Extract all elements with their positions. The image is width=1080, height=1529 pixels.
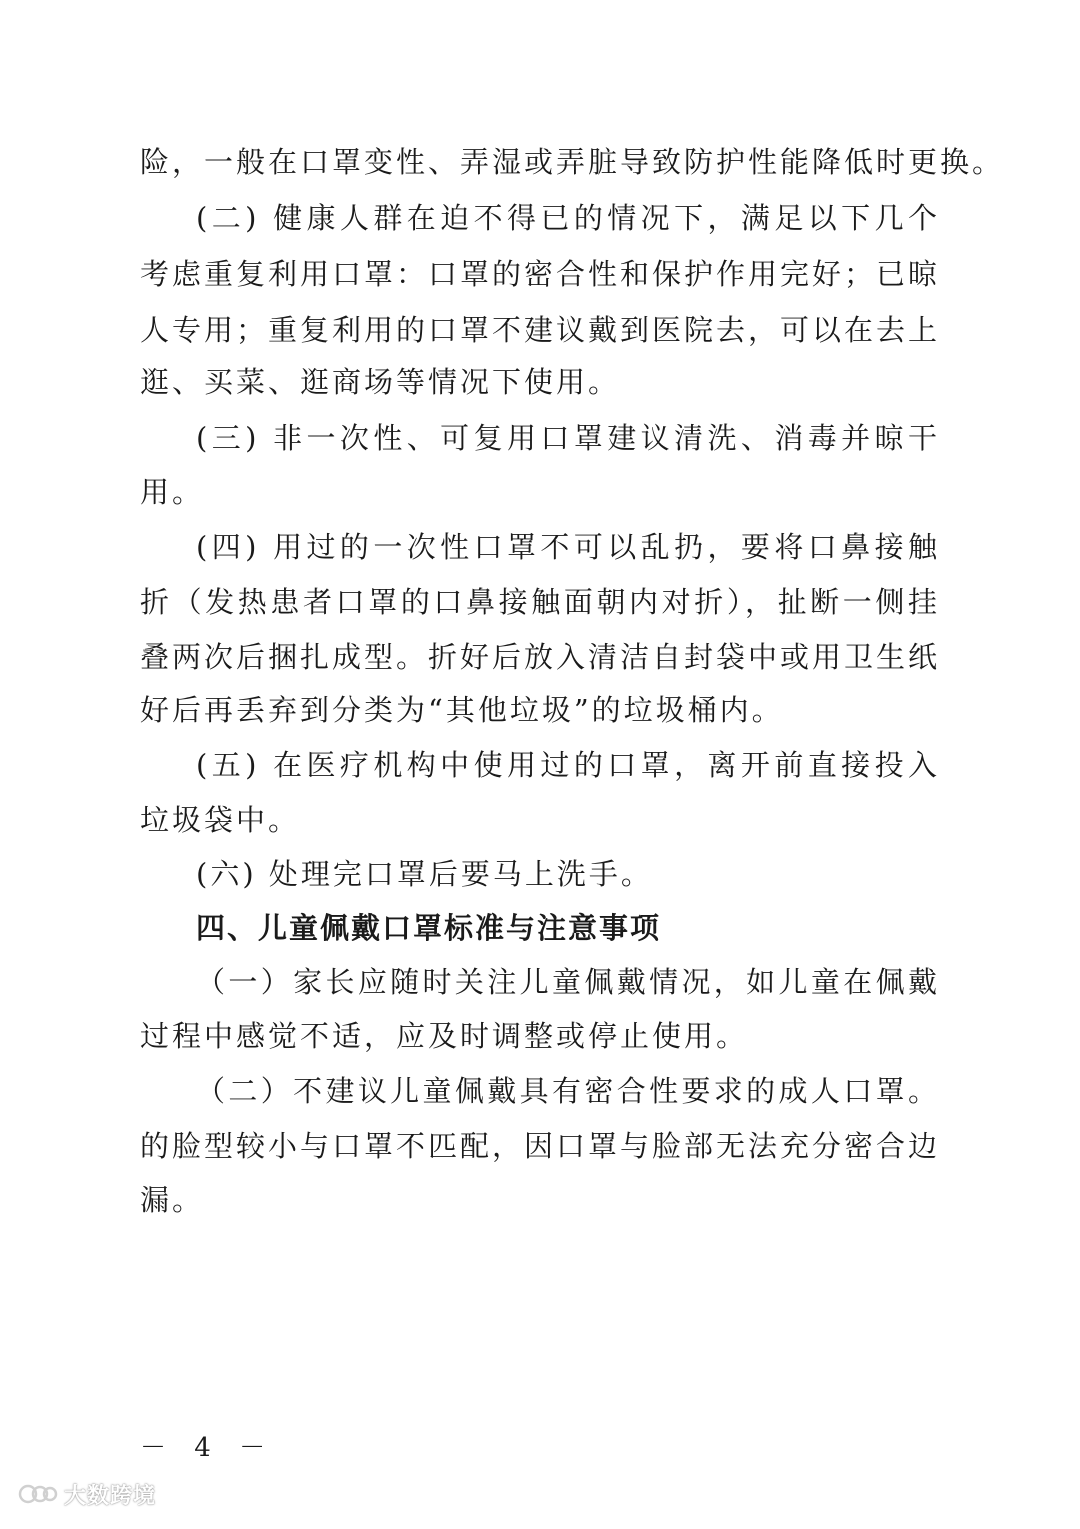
paragraph-line: 险，一般在口罩变性、弄湿或弄脏导致防护性能降低时更换。 xyxy=(140,145,1005,179)
paragraph-line: 用。 xyxy=(140,475,205,509)
paragraph-line: 人专用；重复利用的口罩不建议戴到医院去，可以在去上 xyxy=(140,313,940,347)
paragraph-line: (二) 健康人群在迫不得已的情况下，满足以下几个 xyxy=(196,201,940,235)
paragraph-line: (五) 在医疗机构中使用过的口罩，离开前直接投入 xyxy=(196,748,940,782)
paragraph-line: 的脸型较小与口罩不匹配，因口罩与脸部无法充分密合边 xyxy=(140,1129,940,1163)
paragraph-line: 逛、买菜、逛商场等情况下使用。 xyxy=(140,365,621,399)
paragraph-line: 叠两次后捆扎成型。折好后放入清洁自封袋中或用卫生纸 xyxy=(140,640,940,674)
section-heading: 四、儿童佩戴口罩标准与注意事项 xyxy=(196,911,662,945)
paragraph-line: 过程中感觉不适，应及时调整或停止使用。 xyxy=(140,1019,749,1053)
page-number: － 4 － xyxy=(140,1433,276,1463)
watermark xyxy=(18,1477,156,1511)
paragraph-line: （二）不建议儿童佩戴具有密合性要求的成人口罩。 xyxy=(196,1074,940,1108)
paragraph-line: 折（发热患者口罩的口鼻接触面朝内对折），扯断一侧挂 xyxy=(140,585,940,619)
paragraph-line: (四) 用过的一次性口罩不可以乱扔，要将口鼻接触 xyxy=(196,530,940,564)
paragraph-line: 考虑重复利用口罩：口罩的密合性和保护作用完好；已晾 xyxy=(140,257,940,291)
paragraph-line: 好后再丢弃到分类为“其他垃圾”的垃圾桶内。 xyxy=(140,693,784,727)
paragraph-line: 垃圾袋中。 xyxy=(140,803,301,837)
paragraph-line: 漏。 xyxy=(140,1183,205,1217)
dsk-logo-icon xyxy=(18,1481,58,1507)
paragraph-line: （一）家长应随时关注儿童佩戴情况，如儿童在佩戴 xyxy=(196,965,940,999)
paragraph-line: (三) 非一次性、可复用口罩建议清洗、消毒并晾干 xyxy=(196,421,940,455)
paragraph-line: (六) 处理完口罩后要马上洗手。 xyxy=(196,857,653,891)
watermark-text: 大数跨境 xyxy=(64,1483,157,1509)
